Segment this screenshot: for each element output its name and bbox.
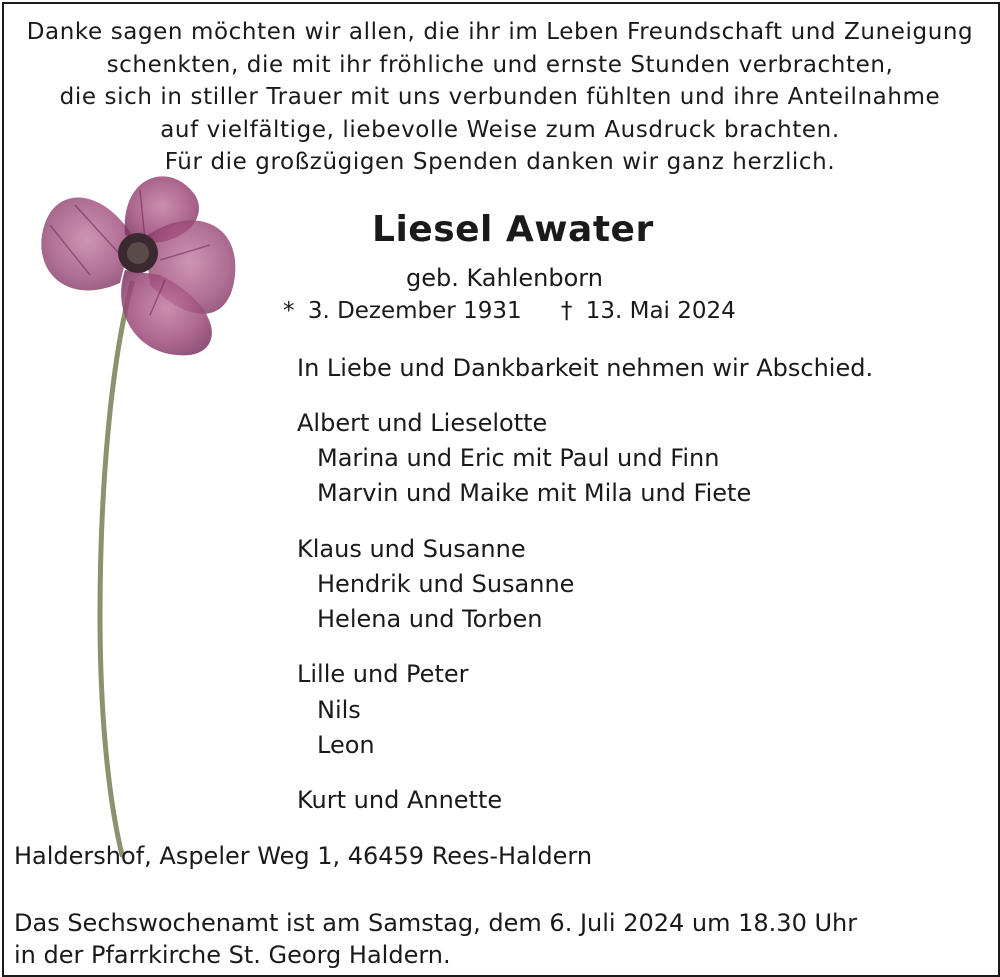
service-line: Das Sechswochenamt ist am Samstag, dem 6. Juli 2024 um 18.30 Uhr bbox=[14, 909, 858, 937]
deceased-name: Liesel Awater bbox=[372, 209, 654, 250]
poppy-flower-image bbox=[30, 165, 270, 865]
service-line: in der Pfarrkirche St. Georg Haldern. bbox=[14, 941, 451, 969]
farewell-text: In Liebe und Dankbarkeit nehmen wir Abschied. bbox=[297, 354, 874, 382]
thanks-line: auf vielfältige, liebevolle Weise zum Ausdruck brachten. bbox=[160, 116, 840, 143]
thanks-line: schenkten, die mit ihr fröhliche und ernste Stunden verbrachten, bbox=[106, 51, 894, 78]
address: Haldershof, Aspeler Weg 1, 46459 Rees-Haldern bbox=[14, 842, 593, 870]
family-parents: Klaus und Susanne bbox=[297, 535, 526, 563]
thanks-line: Danke sagen möchten wir allen, die ihr im Leben Freundschaft und Zuneigung bbox=[26, 19, 974, 45]
family-parents: Albert und Lieselotte bbox=[297, 409, 548, 437]
family-parents: Kurt und Annette bbox=[297, 786, 503, 814]
thank-you-message bbox=[0, 16, 1000, 179]
family-child: Helena und Torben bbox=[317, 605, 543, 633]
thanks-line: die sich in stiller Trauer mit uns verbunden fühlten und ihre Anteilnahme bbox=[59, 84, 941, 110]
thanks-line: Für die großzügigen Spenden danken wir ganz herzlich. bbox=[164, 149, 836, 175]
life-dates bbox=[283, 296, 736, 326]
maiden-name: geb. Kahlenborn bbox=[406, 264, 603, 292]
family-child: Hendrik und Susanne bbox=[317, 570, 575, 598]
petal-left bbox=[41, 198, 132, 291]
birth-symbol: * bbox=[283, 298, 295, 324]
birth-date: 3. Dezember 1931 bbox=[307, 298, 522, 324]
family-child: Nils bbox=[317, 696, 361, 724]
family-child: Leon bbox=[317, 731, 375, 759]
death-date: 13. Mai 2024 bbox=[585, 298, 736, 324]
family-child: Marina und Eric mit Paul und Finn bbox=[317, 444, 720, 472]
family-parents: Lille und Peter bbox=[297, 660, 469, 688]
stem-shape bbox=[100, 283, 132, 855]
death-cross: † bbox=[560, 298, 573, 324]
family-child: Marvin und Maike mit Mila und Fiete bbox=[317, 479, 752, 507]
